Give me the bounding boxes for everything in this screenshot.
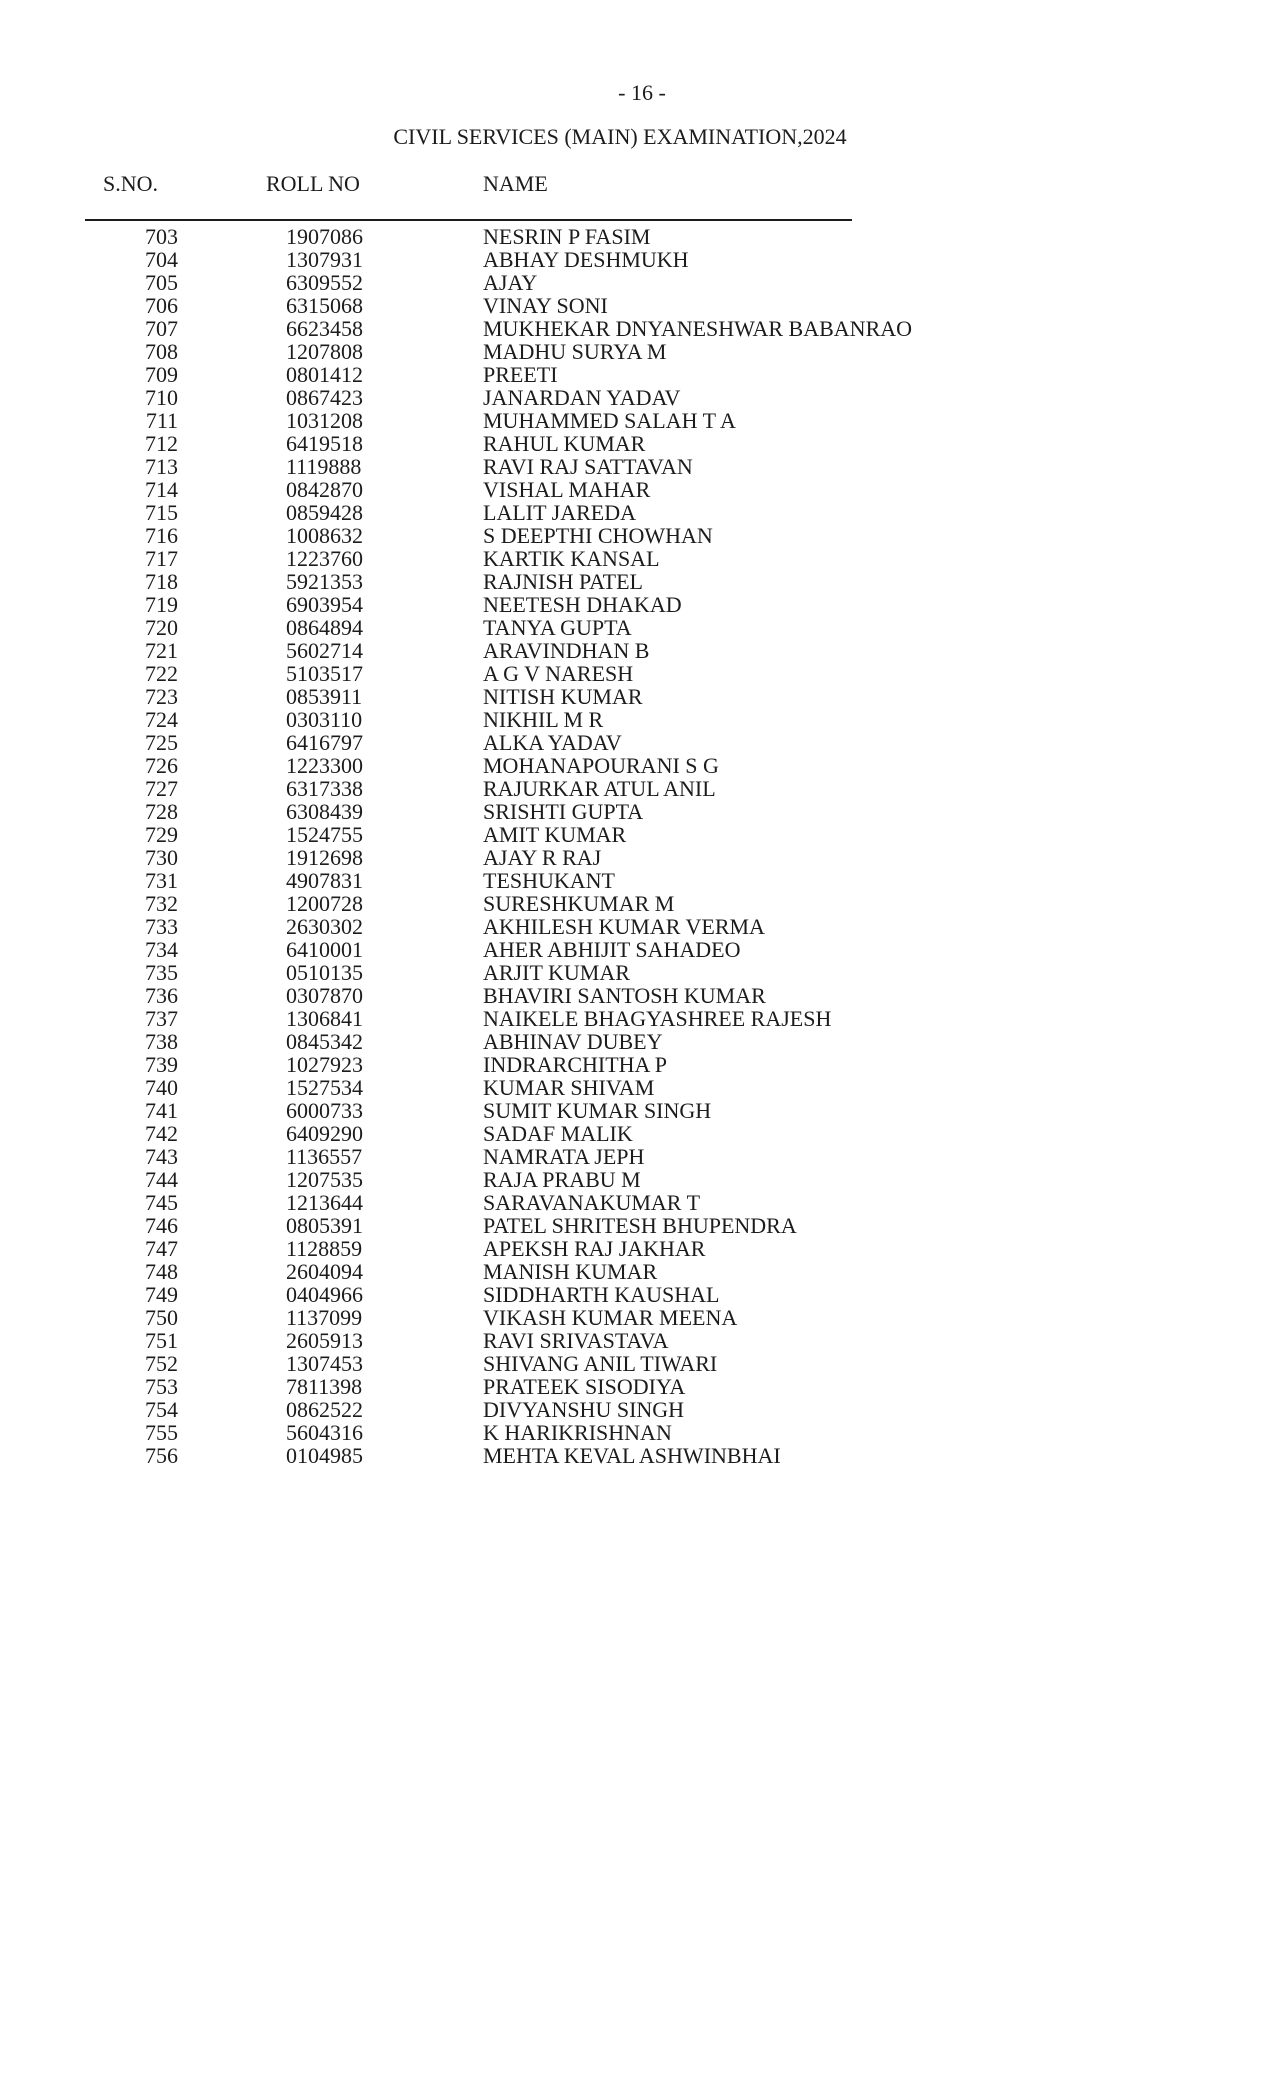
candidate-name: AKHILESH KUMAR VERMA: [483, 914, 765, 939]
serial-number: 755: [145, 1420, 178, 1445]
roll-number: 1907086: [286, 224, 363, 249]
table-row: [0, 961, 1275, 984]
roll-number: 6409290: [286, 1121, 363, 1146]
table-row: [0, 1099, 1275, 1122]
roll-number: 1119888: [286, 454, 362, 479]
serial-number: 735: [145, 960, 178, 985]
roll-number: 7811398: [286, 1374, 363, 1399]
candidate-name: PRATEEK SISODIYA: [483, 1374, 686, 1399]
roll-number: 0864894: [286, 615, 363, 640]
table-row: [0, 915, 1275, 938]
table-row: [0, 639, 1275, 662]
serial-number: 706: [145, 293, 178, 318]
candidate-name: PREETI: [483, 362, 558, 387]
roll-number: 2604094: [286, 1259, 363, 1284]
candidate-name: AJAY R RAJ: [483, 845, 602, 870]
roll-number: 0404966: [286, 1282, 363, 1307]
table-row: [0, 524, 1275, 547]
table-row: [0, 386, 1275, 409]
roll-number: 0805391: [286, 1213, 363, 1238]
roll-number: 1136557: [286, 1144, 363, 1169]
candidate-name: DIVYANSHU SINGH: [483, 1397, 685, 1422]
table-row: [0, 248, 1275, 271]
serial-number: 725: [145, 730, 178, 755]
serial-number: 715: [145, 500, 178, 525]
candidate-name: SRISHTI GUPTA: [483, 799, 644, 824]
roll-number: 0859428: [286, 500, 363, 525]
roll-number: 5604316: [286, 1420, 363, 1445]
table-row: [0, 1053, 1275, 1076]
serial-number: 749: [145, 1282, 178, 1307]
serial-number: 747: [145, 1236, 178, 1261]
roll-number: 2605913: [286, 1328, 363, 1353]
serial-number: 742: [145, 1121, 178, 1146]
candidate-name: VIKASH KUMAR MEENA: [483, 1305, 738, 1330]
table-row: [0, 1030, 1275, 1053]
table-row: [0, 731, 1275, 754]
serial-number: 752: [145, 1351, 178, 1376]
table-row: [0, 1214, 1275, 1237]
candidate-name: ABHINAV DUBEY: [483, 1029, 663, 1054]
roll-number: 0867423: [286, 385, 363, 410]
roll-number: 6308439: [286, 799, 363, 824]
table-row: [0, 754, 1275, 777]
serial-number: 724: [145, 707, 178, 732]
candidate-name: RAJA PRABU M: [483, 1167, 641, 1192]
roll-number: 1207808: [286, 339, 363, 364]
roll-number: 1200728: [286, 891, 363, 916]
serial-number: 732: [145, 891, 178, 916]
serial-number: 736: [145, 983, 178, 1008]
table-row: [0, 846, 1275, 869]
roll-number: 6419518: [286, 431, 363, 456]
candidate-name: JANARDAN YADAV: [483, 385, 681, 410]
roll-number: 1524755: [286, 822, 363, 847]
serial-number: 718: [145, 569, 178, 594]
candidate-name: INDRARCHITHA P: [483, 1052, 667, 1077]
serial-number: 716: [145, 523, 178, 548]
candidate-name: SIDDHARTH KAUSHAL: [483, 1282, 720, 1307]
roll-number: 1223300: [286, 753, 363, 778]
roll-number: 1027923: [286, 1052, 363, 1077]
table-row: [0, 1375, 1275, 1398]
candidate-name: APEKSH RAJ JAKHAR: [483, 1236, 706, 1261]
candidate-name: TESHUKANT: [483, 868, 615, 893]
candidate-name: LALIT JAREDA: [483, 500, 636, 525]
table-row: [0, 409, 1275, 432]
candidate-name: SUMIT KUMAR SINGH: [483, 1098, 712, 1123]
serial-number: 721: [145, 638, 178, 663]
serial-number: 741: [145, 1098, 178, 1123]
table-row: [0, 1122, 1275, 1145]
table-row: [0, 777, 1275, 800]
table-row: [0, 432, 1275, 455]
candidate-name: A G V NARESH: [483, 661, 634, 686]
table-row: [0, 501, 1275, 524]
candidate-name: MOHANAPOURANI S G: [483, 753, 719, 778]
candidate-name: RAJURKAR ATUL ANIL: [483, 776, 716, 801]
table-row: [0, 1168, 1275, 1191]
serial-number: 711: [145, 408, 178, 433]
roll-number: 1008632: [286, 523, 363, 548]
candidate-name: PATEL SHRITESH BHUPENDRA: [483, 1213, 797, 1238]
table-row: [0, 1398, 1275, 1421]
candidate-name: VISHAL MAHAR: [483, 477, 651, 502]
roll-number: 0510135: [286, 960, 363, 985]
table-row: [0, 938, 1275, 961]
candidate-name: SURESHKUMAR M: [483, 891, 675, 916]
serial-number: 726: [145, 753, 178, 778]
serial-number: 733: [145, 914, 178, 939]
table-row: [0, 1352, 1275, 1375]
table-row: [0, 708, 1275, 731]
roll-number: 1128859: [286, 1236, 363, 1261]
roll-number: 1031208: [286, 408, 363, 433]
serial-number: 756: [145, 1443, 178, 1468]
table-row: [0, 662, 1275, 685]
candidate-name: VINAY SONI: [483, 293, 608, 318]
roll-number: 0862522: [286, 1397, 363, 1422]
roll-number: 1213644: [286, 1190, 363, 1215]
serial-number: 730: [145, 845, 178, 870]
serial-number: 734: [145, 937, 178, 962]
document-title: CIVIL SERVICES (MAIN) EXAMINATION,2024: [393, 124, 847, 149]
roll-number: 2630302: [286, 914, 363, 939]
serial-number: 750: [145, 1305, 178, 1330]
table-row: [0, 547, 1275, 570]
roll-number: 0104985: [286, 1443, 363, 1468]
roll-number: 1223760: [286, 546, 363, 571]
table-row: [0, 1421, 1275, 1444]
header-divider-line: [85, 219, 852, 221]
serial-number: 705: [145, 270, 178, 295]
roll-number: 1527534: [286, 1075, 363, 1100]
roll-number: 6309552: [286, 270, 363, 295]
candidate-name: AHER ABHIJIT SAHADEO: [483, 937, 741, 962]
candidate-name: TANYA GUPTA: [483, 615, 632, 640]
roll-number: 6317338: [286, 776, 363, 801]
table-row: [0, 1191, 1275, 1214]
candidate-name: NAMRATA JEPH: [483, 1144, 645, 1169]
serial-number: 712: [145, 431, 178, 456]
column-header-name: NAME: [483, 171, 548, 196]
serial-number: 708: [145, 339, 178, 364]
serial-number: 703: [145, 224, 178, 249]
roll-number: 1137099: [286, 1305, 363, 1330]
candidate-name: MUKHEKAR DNYANESHWAR BABANRAO: [483, 316, 913, 341]
table-row: [0, 892, 1275, 915]
serial-number: 744: [145, 1167, 178, 1192]
serial-number: 739: [145, 1052, 178, 1077]
candidate-name: MEHTA KEVAL ASHWINBHAI: [483, 1443, 781, 1468]
roll-number: 0853911: [286, 684, 363, 709]
roll-number: 6903954: [286, 592, 363, 617]
serial-number: 729: [145, 822, 178, 847]
candidate-name: BHAVIRI SANTOSH KUMAR: [483, 983, 766, 1008]
table-row: [0, 1444, 1275, 1467]
roll-number: 0845342: [286, 1029, 363, 1054]
table-row: [0, 478, 1275, 501]
serial-number: 743: [145, 1144, 178, 1169]
roll-number: 4907831: [286, 868, 363, 893]
candidate-name: ALKA YADAV: [483, 730, 622, 755]
roll-number: 1307453: [286, 1351, 363, 1376]
table-row: [0, 1306, 1275, 1329]
candidate-name: SARAVANAKUMAR T: [483, 1190, 701, 1215]
table-row: [0, 225, 1275, 248]
table-row: [0, 1283, 1275, 1306]
roll-number: 5921353: [286, 569, 363, 594]
roll-number: 6000733: [286, 1098, 363, 1123]
serial-number: 728: [145, 799, 178, 824]
roll-number: 1307931: [286, 247, 363, 272]
table-row: [0, 363, 1275, 386]
roll-number: 5602714: [286, 638, 363, 663]
page-number: - 16 -: [618, 80, 666, 105]
serial-number: 707: [145, 316, 178, 341]
candidate-name: NEETESH DHAKAD: [483, 592, 682, 617]
candidate-name: K HARIKRISHNAN: [483, 1420, 672, 1445]
serial-number: 723: [145, 684, 178, 709]
table-row: [0, 685, 1275, 708]
serial-number: 710: [145, 385, 178, 410]
candidate-name: RAVI SRIVASTAVA: [483, 1328, 669, 1353]
candidate-name: RAVI RAJ SATTAVAN: [483, 454, 693, 479]
roll-number: 1207535: [286, 1167, 363, 1192]
table-row: [0, 616, 1275, 639]
candidate-name: KARTIK KANSAL: [483, 546, 660, 571]
roll-number: 1912698: [286, 845, 363, 870]
table-row: [0, 294, 1275, 317]
roll-number: 0801412: [286, 362, 363, 387]
serial-number: 709: [145, 362, 178, 387]
candidate-name: ARAVINDHAN B: [483, 638, 650, 663]
serial-number: 745: [145, 1190, 178, 1215]
candidate-name: MADHU SURYA M: [483, 339, 667, 364]
candidate-name: SADAF MALIK: [483, 1121, 633, 1146]
serial-number: 720: [145, 615, 178, 640]
roll-number: 6315068: [286, 293, 363, 318]
candidate-name: NITISH KUMAR: [483, 684, 643, 709]
serial-number: 722: [145, 661, 178, 686]
serial-number: 704: [145, 247, 178, 272]
candidate-name: SHIVANG ANIL TIWARI: [483, 1351, 718, 1376]
results-table-body: [0, 225, 1275, 1467]
serial-number: 714: [145, 477, 178, 502]
serial-number: 748: [145, 1259, 178, 1284]
table-row: [0, 593, 1275, 616]
serial-number: 751: [145, 1328, 178, 1353]
serial-number: 753: [145, 1374, 178, 1399]
roll-number: 6416797: [286, 730, 363, 755]
candidate-name: AJAY: [483, 270, 538, 295]
column-header-sno: S.NO.: [103, 171, 159, 196]
candidate-name: KUMAR SHIVAM: [483, 1075, 655, 1100]
table-header: [0, 172, 1275, 195]
candidate-name: RAHUL KUMAR: [483, 431, 646, 456]
table-row: [0, 869, 1275, 892]
candidate-name: NIKHIL M R: [483, 707, 604, 732]
table-row: [0, 455, 1275, 478]
table-row: [0, 340, 1275, 363]
table-row: [0, 984, 1275, 1007]
roll-number: 6623458: [286, 316, 363, 341]
serial-number: 738: [145, 1029, 178, 1054]
table-row: [0, 1237, 1275, 1260]
candidate-name: MUHAMMED SALAH T A: [483, 408, 736, 433]
candidate-name: S DEEPTHI CHOWHAN: [483, 523, 713, 548]
column-header-roll-no: ROLL NO: [266, 171, 360, 196]
table-row: [0, 1007, 1275, 1030]
candidate-name: ARJIT KUMAR: [483, 960, 630, 985]
serial-number: 727: [145, 776, 178, 801]
serial-number: 746: [145, 1213, 178, 1238]
table-row: [0, 570, 1275, 593]
candidate-name: RAJNISH PATEL: [483, 569, 643, 594]
candidate-name: AMIT KUMAR: [483, 822, 627, 847]
roll-number: 1306841: [286, 1006, 363, 1031]
table-row: [0, 317, 1275, 340]
candidate-name: MANISH KUMAR: [483, 1259, 658, 1284]
table-row: [0, 1260, 1275, 1283]
table-row: [0, 1329, 1275, 1352]
roll-number: 5103517: [286, 661, 363, 686]
candidate-name: NESRIN P FASIM: [483, 224, 651, 249]
serial-number: 719: [145, 592, 178, 617]
table-row: [0, 823, 1275, 846]
roll-number: 6410001: [286, 937, 363, 962]
serial-number: 740: [145, 1075, 178, 1100]
table-row: [0, 1145, 1275, 1168]
roll-number: 0842870: [286, 477, 363, 502]
serial-number: 737: [145, 1006, 178, 1031]
roll-number: 0303110: [286, 707, 363, 732]
candidate-name: ABHAY DESHMUKH: [483, 247, 689, 272]
serial-number: 717: [145, 546, 178, 571]
serial-number: 731: [145, 868, 178, 893]
table-row: [0, 1076, 1275, 1099]
candidate-name: NAIKELE BHAGYASHREE RAJESH: [483, 1006, 832, 1031]
serial-number: 754: [145, 1397, 178, 1422]
serial-number: 713: [145, 454, 178, 479]
roll-number: 0307870: [286, 983, 363, 1008]
table-row: [0, 271, 1275, 294]
table-row: [0, 800, 1275, 823]
